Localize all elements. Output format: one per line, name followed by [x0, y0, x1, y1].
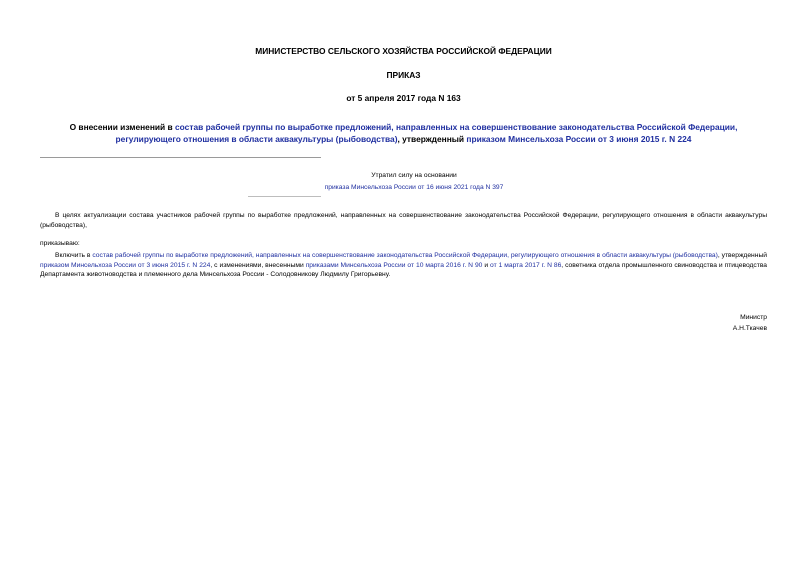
- title-link-working-group[interactable]: состав рабочей группы по выработке предложений, направленных на совершенствование законодательства Российской Федерации, регулирующего отношения в области аквакультуры (рыбоводства): [115, 122, 738, 144]
- order-text-4: и: [482, 261, 491, 269]
- order-word: приказываю:: [40, 240, 80, 247]
- order-link-working-group[interactable]: состав рабочей группы по выработке предложений, направленных на совершенствование законодательства Российской Федерации, регулирующего отношения в области аквакультуры (рыбоводства): [92, 252, 718, 259]
- signature-position: Министр: [740, 314, 767, 321]
- status-note: Утратил силу на основании: [371, 172, 457, 179]
- order-text-1: Включить в: [55, 252, 93, 259]
- title-middle: , утвержденный: [397, 134, 467, 144]
- order-link-order-90[interactable]: приказами Минсельхоза России от 10 марта 2016 г. N 90: [305, 261, 483, 269]
- document-title: [40, 121, 767, 145]
- order-paragraph: [40, 251, 767, 280]
- order-text-5: , советника отдела промышленного свиноводства и птицеводства Департамента животноводства и племенного дела Минсельхоза России - Солодовникову Людмилу Григорьевну.: [40, 261, 768, 278]
- status-link-order-397[interactable]: приказа Минсельхоза России от 16 июня 2021 года N 397: [324, 184, 504, 191]
- divider-short: [248, 196, 321, 197]
- ministry-heading: МИНИСТЕРСТВО СЕЛЬСКОГО ХОЗЯЙСТВА РОССИЙСКОЙ ФЕДЕРАЦИИ: [255, 46, 552, 56]
- order-link-order-86[interactable]: от 1 марта 2017 г. N 86: [490, 261, 562, 269]
- order-text-2: , утвержденный: [717, 252, 767, 259]
- document-date-number: от 5 апреля 2017 года N 163: [346, 93, 461, 103]
- preamble-paragraph: В целях актуализации состава участников рабочей группы по выработке предложений, направленных на совершенствование законодательства Российской Федерации, регулирующего отношения в области аквакультуры (рыбоводства),: [40, 212, 767, 229]
- order-text-3: , с изменениями, внесенными: [210, 261, 306, 269]
- document-type: ПРИКАЗ: [386, 70, 421, 80]
- divider: [40, 157, 321, 158]
- order-link-order-224[interactable]: приказом Минсельхоза России от 3 июня 2015 г. N 224: [40, 261, 211, 269]
- signature-name: А.Н.Ткачев: [732, 325, 767, 332]
- title-prefix: О внесении изменений в: [69, 122, 176, 132]
- title-link-order-224[interactable]: приказом Минсельхоза России от 3 июня 2015 г. N 224: [466, 134, 692, 144]
- status-note-link-line: [290, 184, 538, 191]
